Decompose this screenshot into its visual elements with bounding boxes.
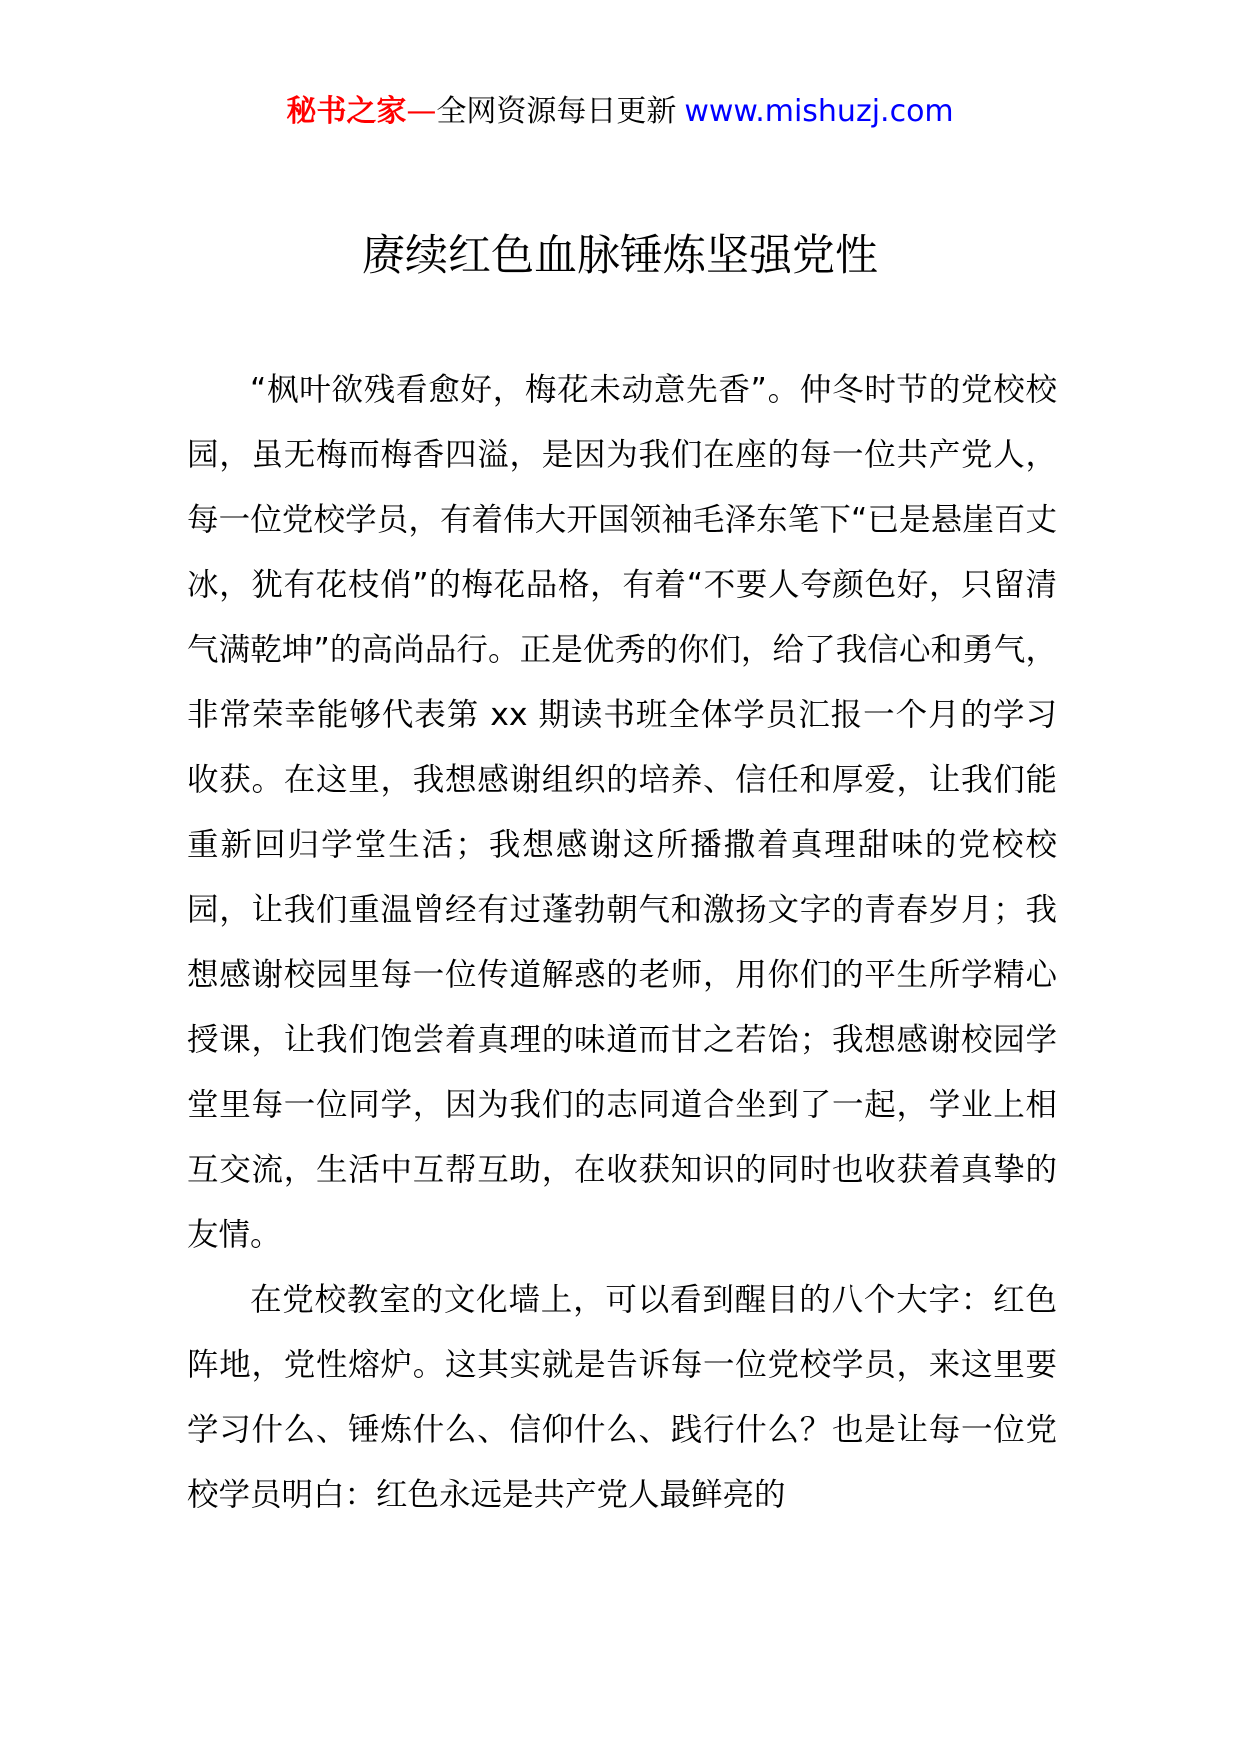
site-tagline: 全网资源每日更新 bbox=[436, 94, 677, 129]
document-body bbox=[187, 358, 1057, 1528]
site-header bbox=[0, 92, 1240, 132]
site-brand: 秘书之家 bbox=[286, 94, 407, 129]
document-title: 赓续红色血脉锤炼坚强党性 bbox=[362, 231, 878, 281]
paragraph: “枫叶欲残看愈好，梅花未动意先香”。仲冬时节的党校校园，虽无梅而梅香四溢，是因为我们在座的每一位共产党人，每一位党校学员，有着伟大开国领袖毛泽东笔下“已是悬崖百丈冰，犹有花枝俏”的梅花品格，有着“不要人夸颜色好，只留清气满乾坤”的高尚品行。正是优秀的你们，给了我信心和勇气，非常荣幸能够代表第 xx 期读书班全体学员汇报一个月的学习收获。在这里，我想感谢组织的培养、信任和厚爱，让我们能重新回归学堂生活；我想感谢这所播撒着真理甜味的党校校园，让我们重温曾经有过蓬勃朝气和激扬文字的青春岁月；我想感谢校园里每一位传道解惑的老师，用你们的平生所学精心授课，让我们饱尝着真理的味道而甘之若饴；我想感谢校园学堂里每一位同学，因为我们的志同道合坐到了一起，学业上相互交流，生活中互帮互助，在收获知识的同时也收获着真挚的友情。 bbox=[187, 372, 1057, 1253]
header-dash: — bbox=[406, 94, 437, 129]
paragraph: 在党校教室的文化墙上，可以看到醒目的八个大字：红色阵地，党性熔炉。这其实就是告诉每一位党校学员，来这里要学习什么、锤炼什么、信仰什么、践行什么？也是让每一位党校学员明白：红色永远是共产党人最鲜亮的 bbox=[187, 1282, 1057, 1513]
site-url-link[interactable]: www.mishuzj.com bbox=[684, 94, 954, 129]
